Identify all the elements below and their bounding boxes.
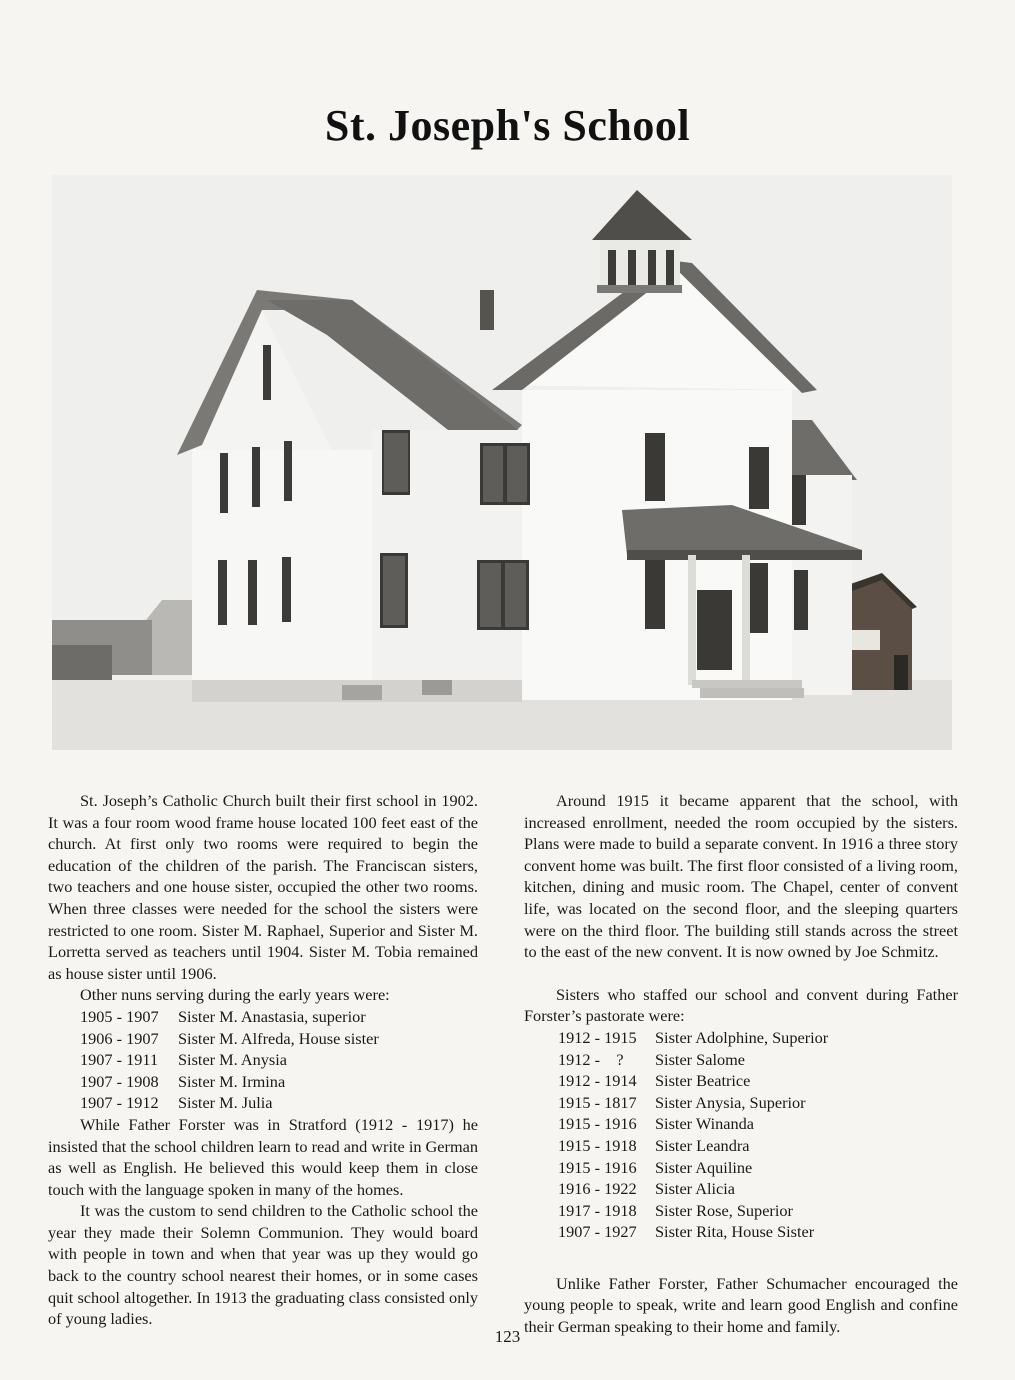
list-item: 1906 - 1907 Sister M. Alfreda, House sister <box>80 1028 379 1048</box>
history-paragraph: St. Joseph’s Catholic Church built their first school in 1902. It was a four room wood frame house located 100 feet east of the church. At first only two rooms were required to begin the education of the children of the parish. The Franciscan sisters, two teachers and one house sister, occupied the other two rooms. When three classes were needed for the school the sisters were restricted to one room. Sister M. Raphael, Superior and Sister M. Lorretta served as teachers until 1904. Sister M. Tobia remained as house sister until 1906. <box>48 791 478 983</box>
sisters-list <box>524 1027 958 1243</box>
list-item: 1907 - 1927 Sister Rita, House Sister <box>558 1222 815 1242</box>
list-item: 1905 - 1907 Sister M. Anastasia, superior <box>80 1006 366 1026</box>
page-number: 123 <box>494 1327 521 1346</box>
early-nuns-list <box>48 1006 478 1114</box>
early-nuns-intro: Other nuns serving during the early years were: <box>80 985 390 1005</box>
custom-paragraph: It was the custom to send children to the Catholic school the year they made their Solemn Communion. They would board with people in town and when that year was up they would go back to the country school nearest their homes, or in some cases quit school altogether. In 1913 the graduating class consisted only of young ladies. <box>48 1201 478 1329</box>
left-column <box>48 790 478 1330</box>
father-forster-paragraph: While Father Forster was in Stratford (1912 - 1917) he insisted that the school children learn to read and write in German as well as English. He believed this would keep them in close touch with the language spoken in many of the homes. <box>48 1114 478 1199</box>
list-item: 1915 - 1918 Sister Leandra <box>558 1135 750 1155</box>
list-item: 1912 - 1915 Sister Adolphine, Superior <box>558 1027 829 1047</box>
list-item: 1915 - 1916 Sister Winanda <box>558 1114 754 1134</box>
list-item: 1915 - 1916 Sister Aquiline <box>558 1157 753 1177</box>
list-item: 1907 - 1912 Sister M. Julia <box>80 1093 273 1113</box>
father-schumacher-paragraph: Unlike Father Forster, Father Schumacher encouraged the young people to speak, write and learn good English and confine their German speaking to their home and family. <box>524 1273 958 1337</box>
school-photograph <box>52 175 952 750</box>
list-item: 1912 - 1914 Sister Beatrice <box>558 1071 751 1091</box>
page-title: St. Joseph's School <box>324 101 691 150</box>
sisters-intro: Sisters who staffed our school and convent during Father Forster’s pastorate were: <box>524 984 958 1026</box>
list-item: 1907 - 1908 Sister M. Irmina <box>80 1071 286 1091</box>
right-column <box>524 790 958 1338</box>
list-item: 1916 - 1922 Sister Alicia <box>558 1179 736 1199</box>
list-item: 1915 - 1817 Sister Anysia, Superior <box>558 1092 806 1112</box>
list-item: 1907 - 1911 Sister M. Anysia <box>80 1050 287 1070</box>
convent-paragraph: Around 1915 it became apparent that the school, with increased enrollment, needed the room occupied by the sisters. Plans were made to build a separate convent. In 1916 a three story convent home was built. The first floor consisted of a living room, kitchen, dining and music room. The Chapel, center of convent life, was located on the second floor, and the sleeping quarters were on the third floor. The building still stands across the street to the east of the new convent. It is now owned by Joe Schmitz. <box>524 791 958 962</box>
list-item: 1917 - 1918 Sister Rose, Superior <box>558 1200 793 1220</box>
list-item: 1912 - ? Sister Salome <box>558 1049 745 1069</box>
